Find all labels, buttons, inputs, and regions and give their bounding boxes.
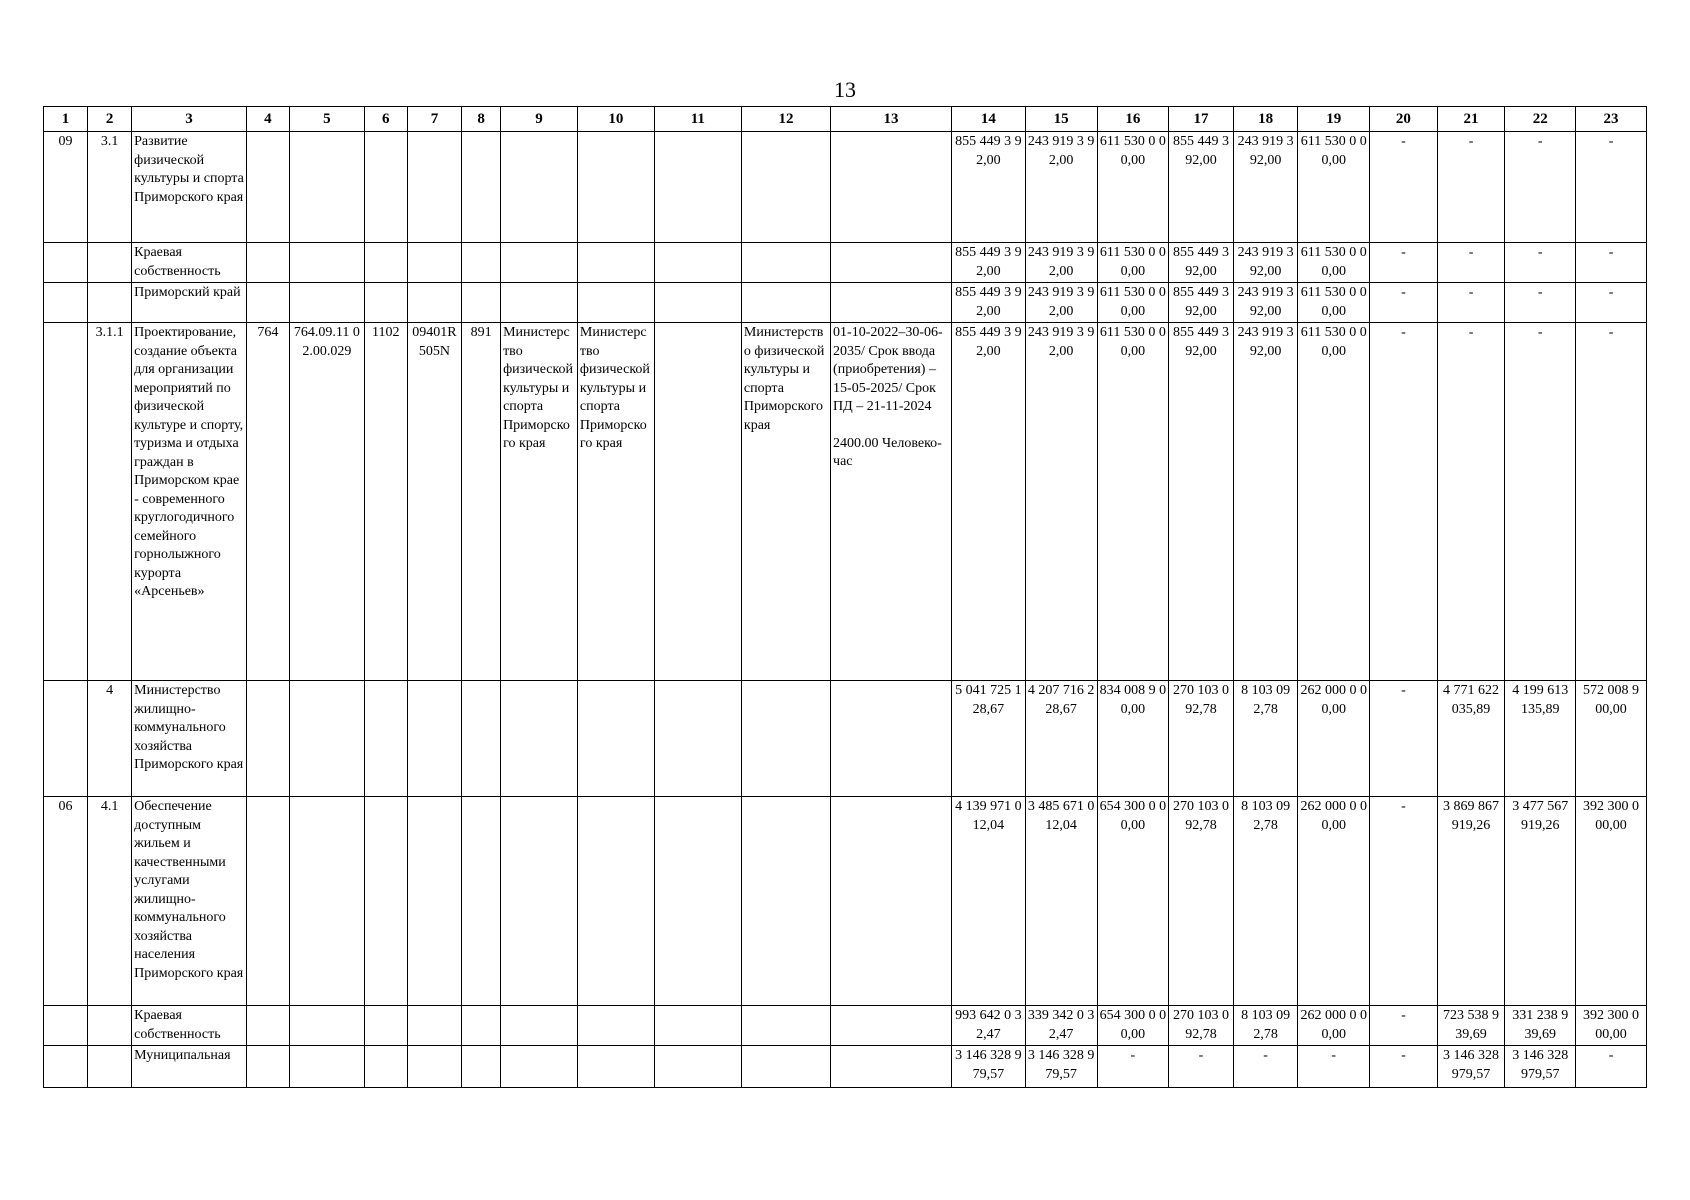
cell [364, 1006, 407, 1046]
cell [577, 1006, 654, 1046]
cell [831, 132, 952, 243]
cell [577, 681, 654, 797]
cell-terms [831, 323, 952, 681]
cell [577, 132, 654, 243]
cell-code: 06 [44, 797, 88, 1006]
cell [501, 243, 578, 283]
cell [407, 243, 461, 283]
cell-amount: 855 449 392,00 [1169, 243, 1234, 283]
table-row [44, 797, 1647, 1006]
cell [501, 132, 578, 243]
cell-amount: 4 199 613 135,89 [1505, 681, 1576, 797]
cell-amount: 723 538 9 39,69 [1437, 1006, 1505, 1046]
cell-name: Краевая собственность [132, 1006, 247, 1046]
cell-code [44, 1006, 88, 1046]
cell [654, 323, 741, 681]
cell [501, 797, 578, 1006]
cell-amount: 243 919 3 92,00 [1025, 323, 1097, 681]
cell [577, 1046, 654, 1088]
cell-number: 3.1 [88, 132, 132, 243]
cell [577, 283, 654, 323]
header-cell: 13 [831, 107, 952, 132]
cell-amount: 243 919 392,00 [1233, 243, 1298, 283]
capacity-text: 2400.00 Человеко-час [833, 435, 942, 469]
table-row [44, 323, 1647, 681]
cell [654, 681, 741, 797]
cell [654, 1046, 741, 1088]
cell-amount: 3 146 328 979,57 [1437, 1046, 1505, 1088]
cell-amount: 243 919 392,00 [1233, 283, 1298, 323]
cell [462, 797, 501, 1006]
cell [289, 243, 364, 283]
cell-amount: 270 103 092,78 [1169, 797, 1234, 1006]
cell-recipient: Министерство физической культуры и спорта Приморского края [577, 323, 654, 681]
cell [407, 1006, 461, 1046]
cell-name: Проектирование, создание объекта для организации мероприятий по физической культуре и спорту, туризма и отдыха граждан в Приморском крае - современного круглогодичного семейного горнолыжного курорта «Арсеньев» [132, 323, 247, 681]
cell [407, 797, 461, 1006]
header-cell: 23 [1576, 107, 1647, 132]
cell-name: Краевая собственность [132, 243, 247, 283]
cell-amount: 3 477 567 919,26 [1505, 797, 1576, 1006]
cell-amount: 243 919 392,00 [1233, 132, 1298, 243]
header-cell: 21 [1437, 107, 1505, 132]
cell [246, 132, 289, 243]
cell [831, 1006, 952, 1046]
cell-number: 3.1.1 [88, 323, 132, 681]
cell-amount: - [1298, 1046, 1370, 1088]
header-cell: 2 [88, 107, 132, 132]
cell-amount: 243 919 3 92,00 [1025, 243, 1097, 283]
cell-responsible: Министерство физической культуры и спорта Приморского края [741, 323, 830, 681]
cell-amount: 5 041 725 128,67 [951, 681, 1025, 797]
header-cell: 9 [501, 107, 578, 132]
cell-name: Приморский край [132, 283, 247, 323]
cell [654, 243, 741, 283]
cell-code [44, 323, 88, 681]
table-row [44, 681, 1647, 797]
cell-amount: - [1370, 283, 1438, 323]
cell-object-code: 764.09.11 02.00.029 [289, 323, 364, 681]
table-row [44, 283, 1647, 323]
cell-amount: - [1505, 132, 1576, 243]
cell-number [88, 283, 132, 323]
cell [654, 1006, 741, 1046]
cell-amount: 3 146 328 979,57 [1505, 1046, 1576, 1088]
cell [741, 1046, 830, 1088]
cell-amount: 243 919 3 92,00 [1025, 132, 1097, 243]
cell [741, 243, 830, 283]
cell-amount: 611 530 0 00,00 [1097, 132, 1169, 243]
cell [741, 1006, 830, 1046]
cell [462, 243, 501, 283]
cell-amount: - [1576, 243, 1647, 283]
cell-number [88, 1046, 132, 1088]
cell-amount: - [1370, 243, 1438, 283]
cell-amount: - [1169, 1046, 1234, 1088]
cell-section-code: 1102 [364, 323, 407, 681]
cell-name: Развитие физической культуры и спорта Приморского края [132, 132, 247, 243]
cell [246, 1046, 289, 1088]
cell [289, 132, 364, 243]
cell-amount: 611 530 0 00,00 [1298, 323, 1370, 681]
cell [462, 1046, 501, 1088]
cell-amount: 855 449 392,00 [1169, 132, 1234, 243]
cell [501, 1046, 578, 1088]
cell [501, 283, 578, 323]
cell-amount: - [1370, 1006, 1438, 1046]
cell-number [88, 243, 132, 283]
cell-amount: - [1233, 1046, 1298, 1088]
cell-amount: 4 207 716 228,67 [1025, 681, 1097, 797]
table-row [44, 243, 1647, 283]
cell [462, 681, 501, 797]
cell-amount: - [1505, 243, 1576, 283]
cell-amount: 3 869 867 919,26 [1437, 797, 1505, 1006]
cell-amount: 3 146 328 979,57 [951, 1046, 1025, 1088]
cell [289, 1046, 364, 1088]
cell [831, 1046, 952, 1088]
cell-name: Министерство жилищно-коммунального хозяйства Приморского края [132, 681, 247, 797]
cell [364, 283, 407, 323]
cell [577, 797, 654, 1006]
cell [741, 283, 830, 323]
cell-code [44, 1046, 88, 1088]
cell [831, 243, 952, 283]
cell-amount: - [1370, 681, 1438, 797]
header-cell: 7 [407, 107, 461, 132]
cell [246, 243, 289, 283]
cell-amount: 611 530 0 00,00 [1298, 283, 1370, 323]
header-cell: 19 [1298, 107, 1370, 132]
cell-amount: - [1097, 1046, 1169, 1088]
table-row [44, 1006, 1647, 1046]
cell-amount: 392 300 0 00,00 [1576, 797, 1647, 1006]
cell [364, 681, 407, 797]
header-cell: 11 [654, 107, 741, 132]
cell-amount: - [1370, 132, 1438, 243]
header-cell: 16 [1097, 107, 1169, 132]
header-cell: 18 [1233, 107, 1298, 132]
cell-amount: - [1370, 797, 1438, 1006]
cell-amount: 611 530 0 00,00 [1097, 243, 1169, 283]
cell-amount: 611 530 0 00,00 [1097, 283, 1169, 323]
header-cell: 3 [132, 107, 247, 132]
cell-amount: - [1576, 132, 1647, 243]
header-cell: 4 [246, 107, 289, 132]
cell [501, 681, 578, 797]
header-cell: 8 [462, 107, 501, 132]
cell [246, 283, 289, 323]
cell-amount: 392 300 0 00,00 [1576, 1006, 1647, 1046]
cell-amount: - [1370, 323, 1438, 681]
cell-amount: 4 139 971 012,04 [951, 797, 1025, 1006]
cell [501, 1006, 578, 1046]
cell-number: 4 [88, 681, 132, 797]
cell-amount: 855 449 3 92,00 [951, 132, 1025, 243]
cell-amount: - [1505, 283, 1576, 323]
terms-text: 01-10-2022–30-06-2035/ Срок ввода (приобретения) – 15-05-2025/ Срок ПД – 21-11-2024 [833, 325, 943, 414]
cell [364, 132, 407, 243]
cell-amount: 855 449 3 92,00 [951, 323, 1025, 681]
header-cell: 22 [1505, 107, 1576, 132]
cell-amount: 262 000 0 00,00 [1298, 681, 1370, 797]
cell [364, 797, 407, 1006]
cell [289, 797, 364, 1006]
cell [289, 681, 364, 797]
header-cell: 20 [1370, 107, 1438, 132]
cell [407, 132, 461, 243]
header-cell: 1 [44, 107, 88, 132]
cell-amount: 3 146 328 979,57 [1025, 1046, 1097, 1088]
cell-amount: 4 771 622 035,89 [1437, 681, 1505, 797]
cell-amount: 243 919 392,00 [1233, 323, 1298, 681]
header-cell: 5 [289, 107, 364, 132]
header-cell: 12 [741, 107, 830, 132]
cell [289, 283, 364, 323]
cell-amount: 834 008 9 00,00 [1097, 681, 1169, 797]
cell-amount: 262 000 0 00,00 [1298, 797, 1370, 1006]
cell-amount: 855 449 3 92,00 [951, 283, 1025, 323]
cell-amount: 654 300 0 00,00 [1097, 797, 1169, 1006]
cell [654, 283, 741, 323]
cell [246, 1006, 289, 1046]
table-row [44, 1046, 1647, 1088]
cell [364, 243, 407, 283]
cell-code: 09 [44, 132, 88, 243]
budget-table [43, 106, 1647, 1088]
header-cell: 6 [364, 107, 407, 132]
cell-amount: 270 103 092,78 [1169, 1006, 1234, 1046]
cell-number: 4.1 [88, 797, 132, 1006]
cell-amount: 8 103 09 2,78 [1233, 1006, 1298, 1046]
page-number: 13 [834, 77, 856, 102]
cell-amount: - [1505, 323, 1576, 681]
cell-amount: 993 642 0 32,47 [951, 1006, 1025, 1046]
header-cell: 14 [951, 107, 1025, 132]
cell-name: Обеспечение доступным жильем и качественными услугами жилищно-коммунального хозяйства населения Приморского края [132, 797, 247, 1006]
cell-kind-code: 891 [462, 323, 501, 681]
cell-code [44, 283, 88, 323]
cell-amount: 855 449 392,00 [1169, 323, 1234, 681]
cell [654, 797, 741, 1006]
cell-amount: - [1576, 283, 1647, 323]
cell-amount: - [1437, 283, 1505, 323]
cell-amount: 855 449 3 92,00 [951, 243, 1025, 283]
cell-amount: 855 449 392,00 [1169, 283, 1234, 323]
cell [246, 797, 289, 1006]
cell [831, 681, 952, 797]
cell [741, 681, 830, 797]
cell-amount: 611 530 0 00,00 [1298, 243, 1370, 283]
header-cell: 17 [1169, 107, 1234, 132]
cell [741, 132, 830, 243]
cell-amount: 270 103 092,78 [1169, 681, 1234, 797]
cell [364, 1046, 407, 1088]
cell [246, 681, 289, 797]
header-cell: 15 [1025, 107, 1097, 132]
cell [407, 283, 461, 323]
cell-amount: 339 342 0 32,47 [1025, 1006, 1097, 1046]
cell-amount: 262 000 0 00,00 [1298, 1006, 1370, 1046]
cell-amount: - [1370, 1046, 1438, 1088]
cell-amount: 611 530 0 00,00 [1298, 132, 1370, 243]
cell-amount: 243 919 3 92,00 [1025, 283, 1097, 323]
cell [654, 132, 741, 243]
cell [407, 1046, 461, 1088]
cell [831, 797, 952, 1006]
cell [462, 132, 501, 243]
cell [831, 283, 952, 323]
cell-amount: - [1576, 1046, 1647, 1088]
cell [741, 797, 830, 1006]
cell-amount: 3 485 671 012,04 [1025, 797, 1097, 1006]
cell-name: Муниципальная [132, 1046, 247, 1088]
cell-code [44, 243, 88, 283]
header-cell: 10 [577, 107, 654, 132]
cell-amount: 572 008 9 00,00 [1576, 681, 1647, 797]
cell-number [88, 1006, 132, 1046]
cell-ministry-code: 764 [246, 323, 289, 681]
cell-amount: 331 238 9 39,69 [1505, 1006, 1576, 1046]
cell-amount: - [1437, 243, 1505, 283]
cell [462, 283, 501, 323]
cell-amount: 8 103 09 2,78 [1233, 797, 1298, 1006]
cell-code [44, 681, 88, 797]
cell [407, 681, 461, 797]
cell [462, 1006, 501, 1046]
cell-amount: - [1576, 323, 1647, 681]
header-row [44, 107, 1647, 132]
cell-amount: - [1437, 323, 1505, 681]
cell [577, 243, 654, 283]
cell [289, 1006, 364, 1046]
cell-amount: - [1437, 132, 1505, 243]
table-row [44, 132, 1647, 243]
cell-customer: Министерство физической культуры и спорта Приморского края [501, 323, 578, 681]
cell-amount: 8 103 09 2,78 [1233, 681, 1298, 797]
cell-target-code: 09401R 505N [407, 323, 461, 681]
cell-amount: 654 300 0 00,00 [1097, 1006, 1169, 1046]
cell-amount: 611 530 0 00,00 [1097, 323, 1169, 681]
